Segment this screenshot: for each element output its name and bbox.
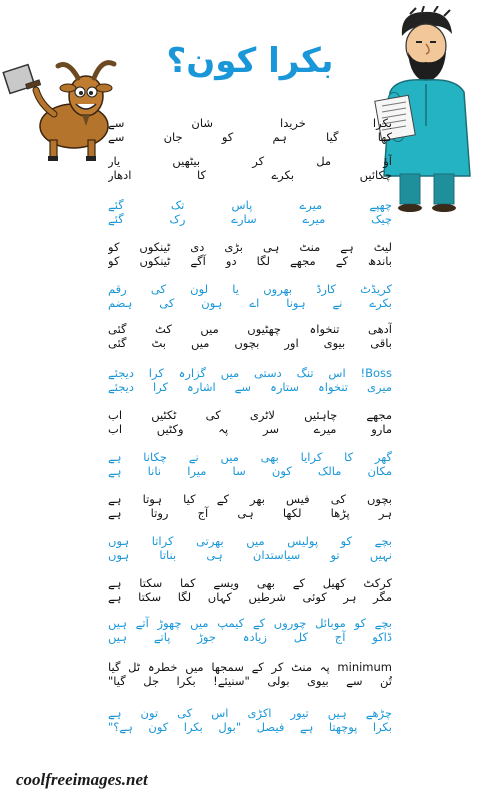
poem-line: چیک میرے سارے رک گئے (108, 212, 392, 226)
poem-line: باقی بیوی اور بچوں میں بٹ گئی (108, 336, 392, 350)
poem-line: مکان مالک کون سا میرا نانا ہے (108, 464, 392, 478)
poem-line: چھپے میرے پاس تک گئے (108, 198, 392, 212)
poem-line: چکائیں بکرے کا ادھار (108, 168, 392, 182)
poem-line: Boss! اس تنگ دستی میں گزارہ کرا دیجئے (108, 366, 392, 380)
poem-line: کرکٹ کھیل کے بھی ویسے کما سکتا ہے (108, 576, 392, 590)
poem-line: بکرے نے ہونا اے ہون کی ہضم (108, 296, 392, 310)
stanza (108, 408, 392, 436)
site-watermark: coolfreeimages.net (16, 770, 148, 789)
stanza (108, 282, 392, 310)
poem-line: آؤ مل کر بیٹھیں یار (108, 154, 392, 168)
stanza (108, 198, 392, 226)
poem-line: مگر ہر کوئی شرطیں کہاں لگا سکتا ہے (108, 590, 392, 604)
stanza (108, 660, 392, 688)
poem-line: بکرا خریدا شان سے (108, 116, 392, 130)
stanza (108, 450, 392, 478)
poem-line: تُن سے بیوی بولی "سنیئے! بکرا جل گیا" (108, 674, 392, 688)
poem-line: گھر کا کرایا بھی میں نے چکانا ہے (108, 450, 392, 464)
stanza (108, 240, 392, 268)
stanza (108, 492, 392, 520)
poem-line: بکرا پوچھتا ہے فیصل "بول بکرا کون ہے؟" (108, 720, 392, 734)
stanza (108, 534, 392, 562)
stanza (108, 366, 392, 394)
poem-text-block (108, 116, 392, 752)
stanza (108, 576, 392, 604)
page-title: بکرا کون؟ (166, 41, 334, 81)
poem-line: بچے کو موبائل چوروں کے کیمپ میں چھوڑ آتے ہیں (108, 616, 392, 630)
poem-line: کریڈٹ کارڈ بھروں یا لون کی رقم (108, 282, 392, 296)
poem-line: ڈاکو آج کل زیادہ جوڑ پاتے ہیں (108, 630, 392, 644)
poem-line: کھا گیا ہم کو جان سے (108, 130, 392, 144)
stanza (108, 116, 392, 144)
poem-line: نہیں تو سیاستدان ہی بناتا ہوں (108, 548, 392, 562)
poem-line: مجھے چاہئیں لاٹری کی ٹکٹیں اب (108, 408, 392, 422)
poem-line: لیٹ ہے منٹ ہی بڑی دی ٹینکوں کو (108, 240, 392, 254)
stanza (108, 706, 392, 734)
stanza (108, 616, 392, 644)
poem-line: minimum پہ منٹ کر کے سمجھا میں خطرہ ٹل گیا (108, 660, 392, 674)
poem-line: چڑھے ہیں تیور اکڑی اس کی تون ہے (108, 706, 392, 720)
stanza (108, 322, 392, 350)
poem-line: ہر پڑھا لکھا ہی آج روتا ہے (108, 506, 392, 520)
poem-line: مارو میرے سر پہ وکٹیں اب (108, 422, 392, 436)
poem-line: بچے کو پولیس میں بھرتی کراتا ہوں (108, 534, 392, 548)
poem-line: آدھی تنخواہ چھٹیوں میں کٹ گئی (108, 322, 392, 336)
poem-line: میری تنخواہ ستارہ سے اشارہ کرا دیجئے (108, 380, 392, 394)
poem-line: باندھ کے مجھے لگا دو آگے ٹینکوں کو (108, 254, 392, 268)
stanza (108, 154, 392, 182)
poem-line: بچوں کی فیس بھر کے کیا ہوتا ہے (108, 492, 392, 506)
